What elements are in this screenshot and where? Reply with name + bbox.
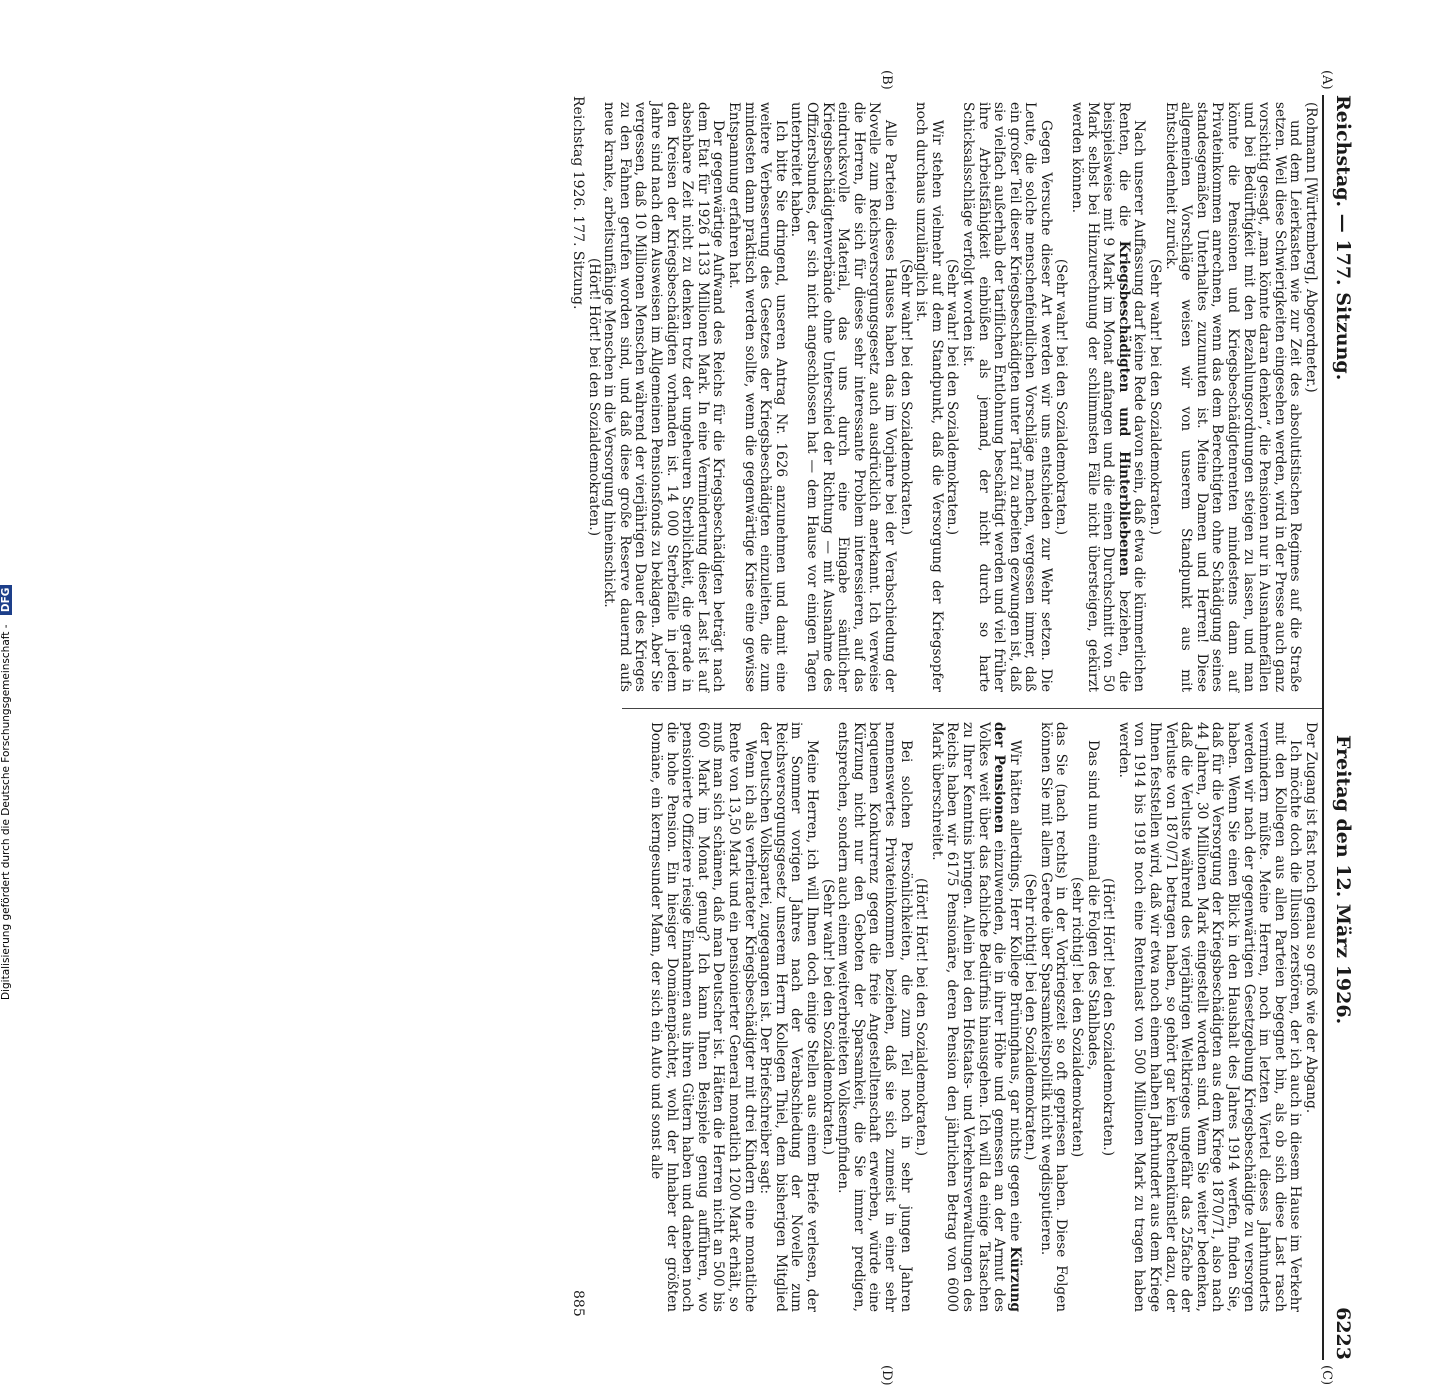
paragraph: Wir stehen vielmehr auf dem Standpunkt, daß die Versorgung der Kriegsopfer noch durchaus unzulänglich ist. bbox=[913, 102, 945, 692]
paragraph: und dem Leierkasten wie zur Zeit des absolutistischen Regimes auf die Straße setzen. Weil diese Schwierigkeiten eingesehen werden, wird in der Presse auch ganz vorsichtig gesagt, „man könnte daran denken“, die Pensionen nur in Ausnahmefällen und bei Bedürftigkeit mit den Bezahlungsordnungen steigen zu lassen, und man könnte die Pensionen und Kriegsbeschädigtenrenten mindestens dann auf Privateinkommen anrechnen, wenn das dem Berechtigten ohne Schädigung seines standesgemäßen Unterhaltes zuzumuten ist. Meine Damen und Herren! Diese allgemeinen Vorschläge weisen wir von unserem Standpunkt aus mit Entschiedenheit zurück. bbox=[1162, 102, 1304, 692]
footer-page: 885 bbox=[570, 1290, 586, 1317]
interjection: (Sehr wahr! bei den Sozialdemokraten.) bbox=[1147, 258, 1164, 536]
paragraph: Bei solchen Persönlichkeiten, die zum Teil noch in sehr jungen Jahren nennenswertes Privateinkommen beziehen, daß sie sich zumeist in einer sehr bequemen Konkurrenz gegen die freie Angestelltenschaft erwerben, würde eine Kürzung nicht nur den Geboten der Sparsamkeit, die Sie immer predigen, entsprechen, sondern auch einem weitverbreiteten Volksempfinden. bbox=[835, 722, 914, 1312]
paragraph: Gegen Versuche dieser Art werden wir uns entschieden zur Wehr setzen. Die Leute, die solche menschenfeindlichen Vorschläge machen, vergessen immer, daß ein großer Teil dieser Kriegsbeschädigten unter Tarif zu arbeiten gezwungen ist, daß sie vielfach außerhalb der tariflichen Entlohnung beschäftigt werden und viel früher ihre Arbeitsfähigkeit einbüßen als jemand, der nicht durch so harte Schicksalsschläge verfolgt worden ist. bbox=[959, 102, 1054, 692]
credit-text: Digitalisierung gefördert durch die Deutsche Forschungsgemeinschaft - bbox=[0, 624, 12, 1000]
header-left: Reichstag. — 177. Sitzung. bbox=[1332, 95, 1354, 381]
right-column bbox=[647, 722, 1318, 1312]
paragraph: Der Zugang ist fast noch genau so groß wie der Abgang. bbox=[1303, 722, 1319, 1114]
paragraph: Wir hätten allerdings, Herr Kollege Brüninghaus, gar nichts gegen eine Kürzung der Pensionen einzuwenden, die in ihrer Höhe und gemessen an der Armut des Volkes weit über das fachliche Bedürfnis hinausgehen. Ich will da einige Tatsachen zu Ihrer Kenntnis bringen. Allein bei den Hofstaats- und Verkehrsverwaltungen des Reichs haben wir 6175 Pensionäre, deren Pension den jährlichen Betrag von 6000 Mark überschreitet. bbox=[928, 722, 1023, 1312]
interjection: (Hört! Hört! bei den Sozialdemokraten.) bbox=[1100, 877, 1117, 1157]
paragraph: (Rohmann [Württemberg], Abgeordneter.) bbox=[1303, 102, 1319, 393]
interjection: (Hört! Hört! bei den Sozialdemokraten.) bbox=[913, 877, 930, 1157]
paragraph: Nach unserer Auffassung darf keine Rede davon sein, daß etwa die kümmerlichen Renten, die die Kriegsbeschädigten und Hinterbliebenen beziehen, die beispielsweise mit 9 Mark im Monat anfangen und die einen Durchschnitt von 50 Mark selbst bei Hinzurechnung der schlimmsten Fälle nicht übersteigen, gekürzt werden können. bbox=[1069, 102, 1148, 693]
interjection: (Sehr wahr! bei den Sozialdemokraten.) bbox=[819, 878, 836, 1156]
dfg-logo: DFG bbox=[0, 585, 12, 616]
paragraph: Ich möchte doch die Illusion zerstören, der ich auch in diesem Hause im Verkehr mit den Kollegen aus allen Parteien begegnet bin, als ob sich diese Last rasch vermindern müßte. Meine Herren, noch im letzten Viertel dieses Jahrhunderts werden wir nach der gegenwärtigen Gesetzgebung Kriegsbeschädigte zu versorgen haben. Wenn Sie einen Blick in den Haushalt des Jahres 1914 werfen, finden Sie, daß für die Versorgung der Kriegsbeschädigten aus dem Kriege 1870/71, also nach 44 Jahren, 30 Millionen Mark eingestellt worden sind. Wenn Sie weiter bedenken, daß die Verluste während des vierjährigen Weltkrieges ungefähr das 25fache der Verluste von 1870/71 betragen haben, so gehört gar kein Rechenkünstler dazu, der Ihnen feststellen wird, daß wir etwa noch einem halben Jahrhundert aus dem Kriege von 1914 bis 1918 noch eine Rentenlast von 500 Millionen Mark zu tragen haben werden. bbox=[1115, 722, 1304, 1312]
interjection: (Sehr wahr! bei den Sozialdemokraten.) bbox=[1053, 258, 1070, 536]
left-column bbox=[585, 102, 1318, 692]
margin-mark-a: (A) bbox=[1319, 70, 1334, 90]
paragraph: Der gegenwärtige Aufwand des Reichs für die Kriegsbeschädigten beträgt nach dem Etat für 1926 1133 Millionen Mark. In eine Verminderung dieser Last ist auf absehbare Zeit nicht zu denken trotz der ungeheuren Sterblichkeit, die gerade in den Kreisen der Kriegsbeschädigten vorhanden ist. 14 000 Sterbefälle in jedem Jahre sind nach dem Ausweisen im Allgemeinen Pensionsfonds zu beklagen. Aber Sie vergessen, daß 10 Millionen Menschen während der vierjährigen Dauer des Krieges zu den Fahnen gerufen worden sind, und daß diese große Reserve dauernd aufs neue kranke, arbeitsunfähige Menschen in die Versorgung hineinschickt. bbox=[601, 102, 727, 692]
footer-session: Reichstag 1926. 177. Sitzung. bbox=[570, 96, 586, 310]
margin-mark-c: (C) bbox=[1319, 1365, 1334, 1386]
header-page-number: 6223 bbox=[1332, 1307, 1354, 1360]
paragraph: Meine Herren, ich will Ihnen doch einige Stellen aus einem Briefe verlesen, der im Sommer vorigen Jahres nach der Verabschiedung der Novelle zum Reichsversorgungsgesetz unserem Herrn Kollegen Thiel, dem bisherigen Mitglied der Deutschen Volkspartei, zugegangen ist. Der Briefschreiber sagt: bbox=[757, 722, 820, 1312]
page-header bbox=[1326, 95, 1354, 1360]
paragraph: Das sind nun einmal die Folgen des Stahlbades, bbox=[1084, 740, 1101, 1071]
interjection: (Sehr richtig! bei den Sozialdemokraten.) bbox=[1022, 873, 1039, 1161]
header-rule bbox=[1322, 95, 1324, 1360]
margin-mark-d: (D) bbox=[879, 1365, 894, 1386]
interjection: (Sehr wahr! bei den Sozialdemokraten.) bbox=[944, 258, 961, 536]
digitization-credit bbox=[0, 0, 12, 1000]
interjection: (sehr richtig! bei den Sozialdemokraten) bbox=[1069, 876, 1086, 1158]
margin-mark-b: (B) bbox=[879, 70, 894, 90]
paragraph: Ich bitte Sie dringend, unseren Antrag Nr. 1626 anzunehmen und damit eine weitere Verbesserung des Gesetzes der Kriegsbeschädigten einzuleiten, die zum mindesten dann praktisch werden sollte, wenn die gegenwärtige Krise eine gewisse Entspannung erfahren hat. bbox=[726, 102, 789, 692]
paragraph: das Sie (nach rechts) in der Vorkriegszeit so oft gepriesen haben. Diese Folgen können Sie mit allem Gerede über Sparsamkeitspolitik nicht wegdisputieren. bbox=[1037, 722, 1070, 1312]
interjection: (Sehr wahr! bei den Sozialdemokraten.) bbox=[897, 258, 914, 536]
paragraph: Alle Parteien dieses Hauses haben das im Vorjahre bei der Verabschiedung der Novelle zum Reichsversorgungsgesetz auch ausdrücklich anerkannt. Ich verweise die Herren, die sich für dieses sehr interessante Problem interessieren, auf das eindrucksvolle Material, das uns durch eine Eingabe sämtlicher Kriegsbeschädigtenverbände ohne Unterschied der Richtung — mit Ausnahme des Offiziersbundes, der sich nicht angeschlossen hat — dem Hause vor einigen Tagen unterbreitet haben. bbox=[788, 102, 898, 692]
header-center: Freitag den 12. März 1926. bbox=[1332, 735, 1354, 1025]
column-divider bbox=[622, 708, 1322, 709]
interjection: (Hört! Hört! bei den Sozialdemokraten.) bbox=[585, 257, 602, 537]
paragraph: Wenn ich als verheirateter Kriegsbeschädigter mit drei Kindern eine monatliche Rente von 13,50 Mark und ein pensionierter General monatlich 1200 Mark erhält, so muß man sich schämen, daß man Deutscher ist. Hätten die Herren nicht an 500 bis 600 Mark im Monat genug? Ich kann Ihnen Beispiele genug aufführen, wo pensionierte Offiziere riesige Einnahmen aus ihren Gütern haben und daneben noch die hohe Pension. Ein hiesiger Domänenpächter, wohl der Inhaber der größten Domäne, ein kerngesunder Mann, der sich ein Auto und sonst alle bbox=[648, 722, 758, 1312]
